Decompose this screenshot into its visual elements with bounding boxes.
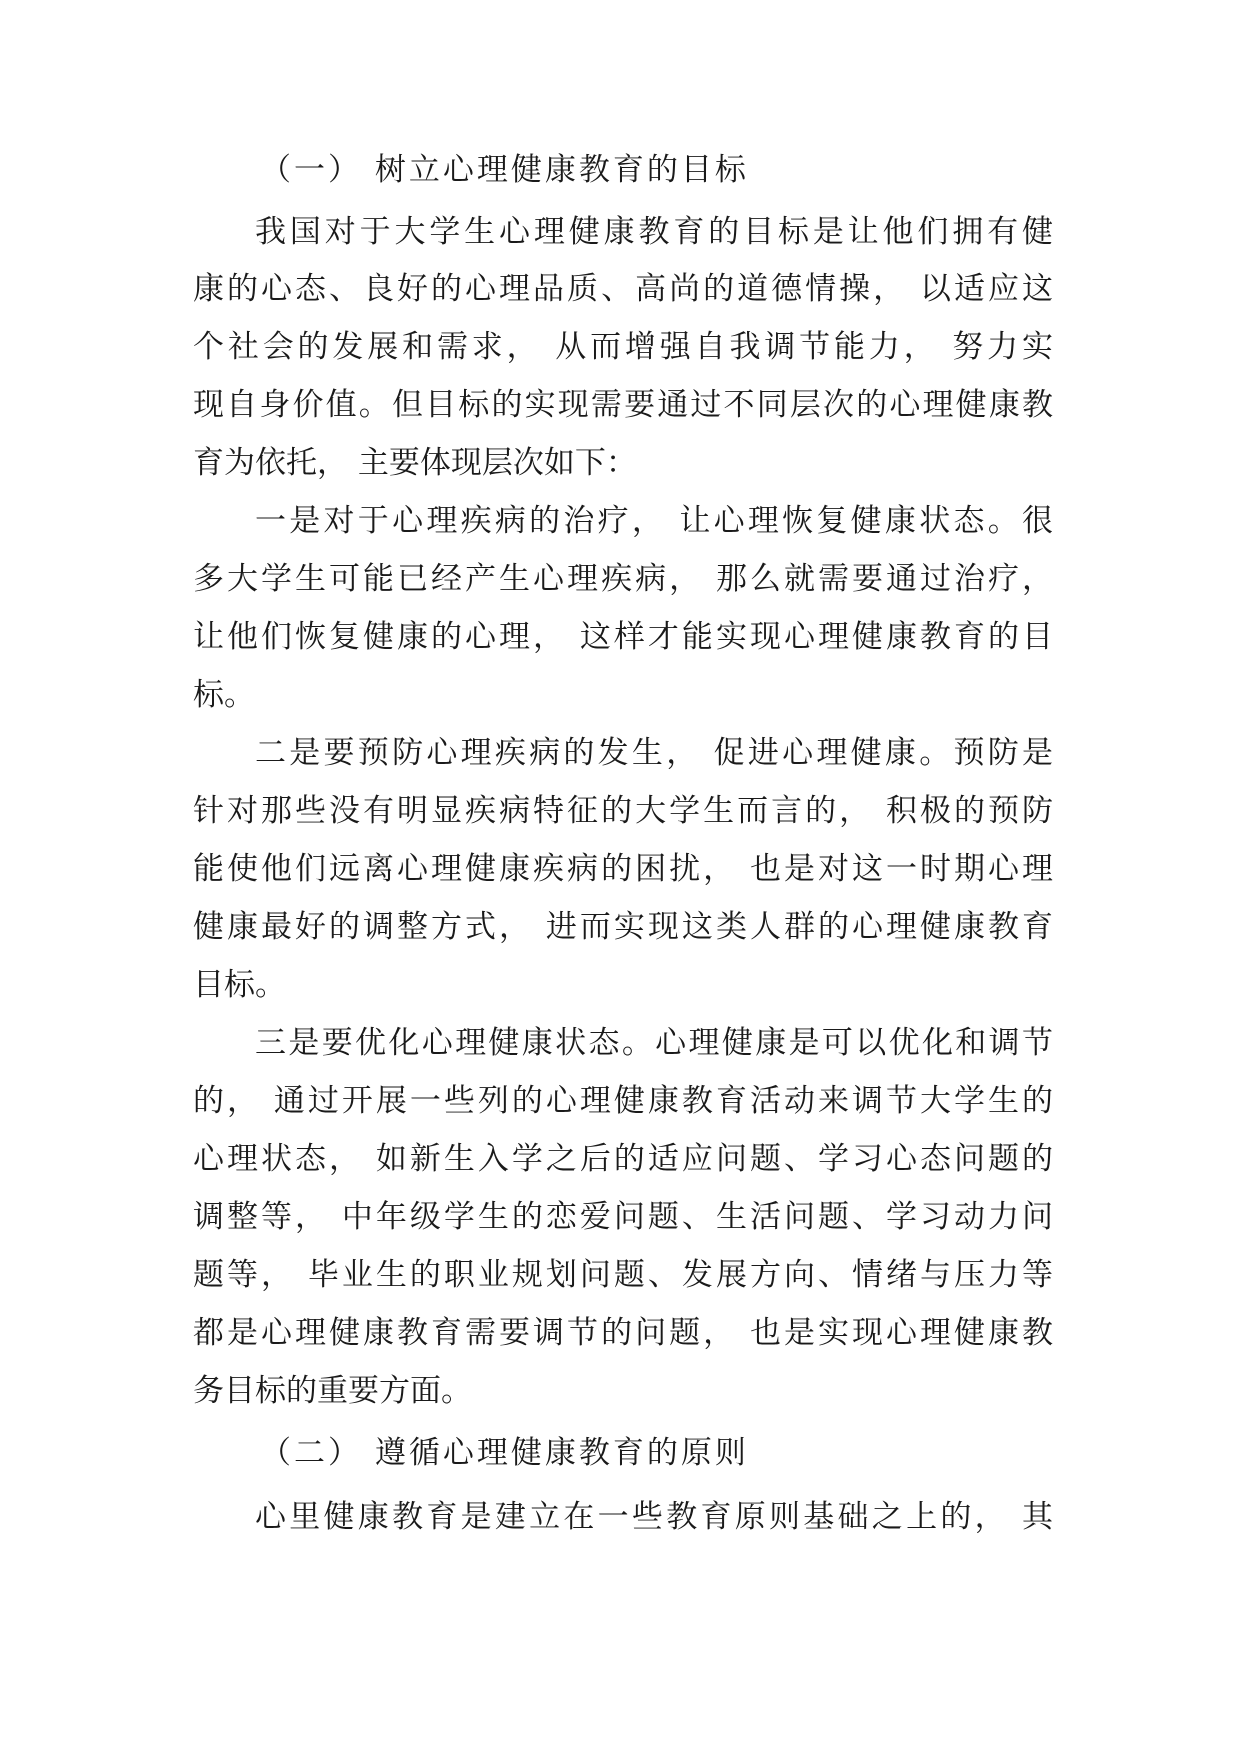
paragraph-line: 目标。 (193, 967, 286, 1003)
paragraph-line: 二是要预防心理疾病的发生， 促进心理健康。预防是 (255, 735, 1053, 771)
section-heading: （一） 树立心理健康教育的目标 (260, 152, 749, 188)
section-heading: （二） 遵循心理健康教育的原则 (260, 1435, 749, 1471)
paragraph-line: 务目标的重要方面。 (193, 1373, 472, 1409)
paragraph-line: 现自身价值。但目标的实现需要通过不同层次的心理健康教 (193, 387, 1053, 423)
paragraph-line: 标。 (193, 677, 255, 713)
paragraph-line: 能使他们远离心理健康疾病的困扰， 也是对这一时期心理 (193, 851, 1053, 887)
paragraph-line: 针对那些没有明显疾病特征的大学生而言的， 积极的预防 (193, 793, 1053, 829)
paragraph-line: 心理状态， 如新生入学之后的适应问题、学习心态问题的 (193, 1141, 1053, 1177)
paragraph-line: 调整等， 中年级学生的恋爱问题、生活问题、学习动力问 (193, 1199, 1053, 1235)
paragraph-line: 三是要优化心理健康状态。心理健康是可以优化和调节 (255, 1025, 1053, 1061)
paragraph-line: 一是对于心理疾病的治疗， 让心理恢复健康状态。很 (255, 503, 1053, 539)
paragraph-line: 让他们恢复健康的心理， 这样才能实现心理健康教育的目 (193, 619, 1053, 655)
paragraph-line: 都是心理健康教育需要调节的问题， 也是实现心理健康教 (193, 1315, 1053, 1351)
paragraph-line: 育为依托， 主要体现层次如下： (193, 445, 637, 481)
paragraph-line: 康的心态、良好的心理品质、高尚的道德情操， 以适应这 (193, 271, 1053, 307)
paragraph-line: 健康最好的调整方式， 进而实现这类人群的心理健康教育 (193, 909, 1053, 945)
paragraph-line: 的， 通过开展一些列的心理健康教育活动来调节大学生的 (193, 1083, 1053, 1119)
paragraph-line: 我国对于大学生心理健康教育的目标是让他们拥有健 (255, 214, 1053, 250)
paragraph-line: 多大学生可能已经产生心理疾病， 那么就需要通过治疗， (193, 561, 1053, 597)
paragraph-line: 题等， 毕业生的职业规划问题、发展方向、情绪与压力等 (193, 1257, 1053, 1293)
paragraph-line: 个社会的发展和需求， 从而增强自我调节能力， 努力实 (193, 329, 1053, 365)
paragraph-line: 心里健康教育是建立在一些教育原则基础之上的， 其 (255, 1499, 1053, 1535)
